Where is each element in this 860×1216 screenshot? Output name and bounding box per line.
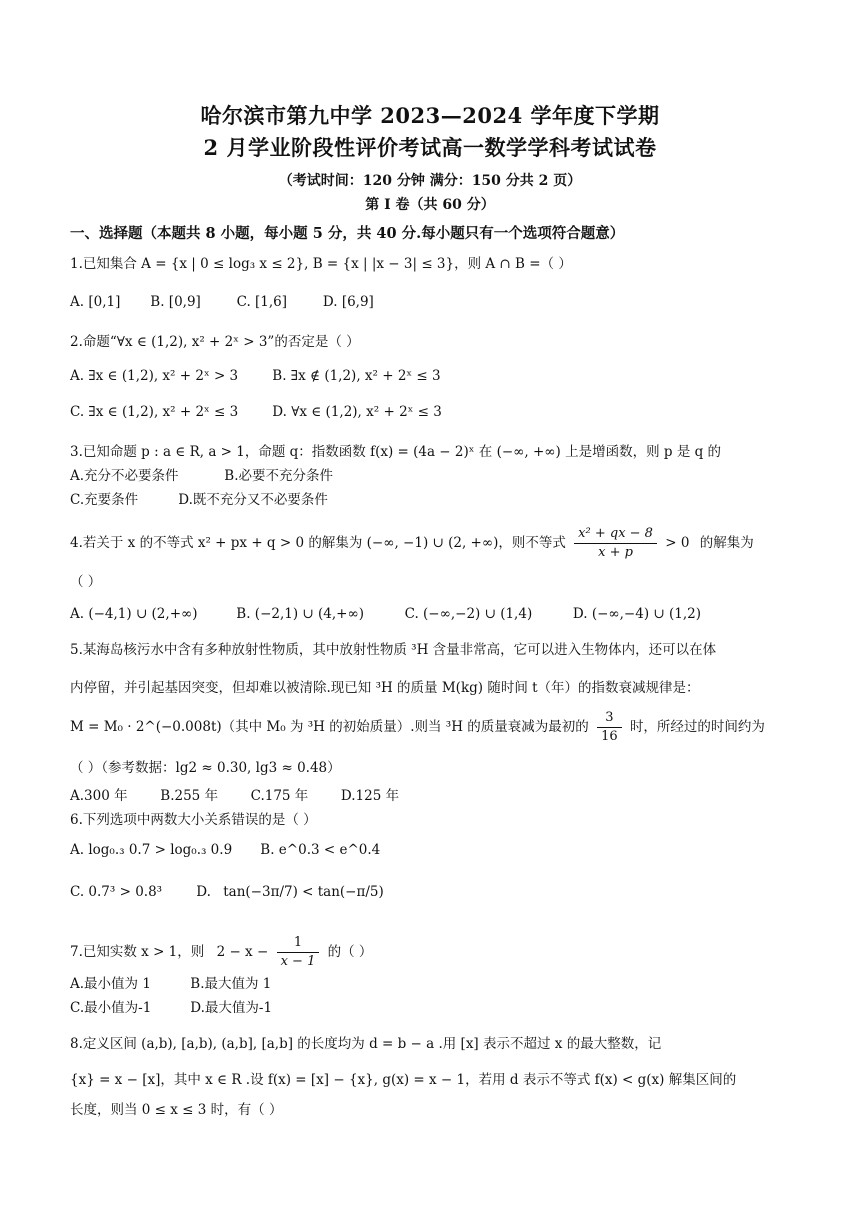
q4-options: [70, 604, 790, 624]
q7-options-row1: [70, 974, 790, 994]
q7-expression: 2 − x −: [216, 944, 269, 960]
q7-fraction: [277, 934, 320, 971]
q5-option-d: D.125 年: [340, 788, 400, 804]
exam-title-line1: 哈尔滨市第九中学 2023—2024 学年度下学期: [200, 103, 660, 128]
q3-options-row1: [70, 466, 790, 486]
q4-fraction-denominator: x + p: [598, 545, 633, 560]
q4-inequality-sign: > 0: [665, 535, 690, 551]
q5-option-a: A.300 年: [70, 788, 128, 804]
q6-option-a: A. log₀.₃ 0.7 > log₀.₃ 0.9: [70, 842, 233, 858]
q3-option-a: A.充分不必要条件: [70, 468, 179, 484]
q7-option-d: D.最大值为-1: [190, 1000, 273, 1016]
part-heading: 第 I 卷（共 60 分）: [365, 197, 495, 213]
q7-fraction-numerator: 1: [277, 934, 320, 953]
q3-option-b: B.必要不充分条件: [224, 468, 334, 484]
q2-option-b: B. ∃x ∉ (1,2), x² + 2ˣ ≤ 3: [272, 368, 441, 384]
q8-line3: 长度，则当 0 ≤ x ≤ 3 时，有（ ）: [70, 1102, 283, 1118]
q4-option-b: B. (−2,1) ∪ (4,+∞): [236, 606, 364, 622]
q4-stem-text: 4.若关于 x 的不等式 x² + px + q > 0 的解集为 (−∞, −1) ∪ (2, +∞)，则不等式: [70, 535, 566, 551]
q7-option-c: C.最小值为-1: [70, 1000, 152, 1016]
q5-options: [70, 786, 790, 806]
q7-stem-tail: 的（ ）: [327, 944, 373, 960]
q3-option-c: C.充要条件: [70, 492, 139, 508]
q3-stem: 3.已知命题 p : a ∈ R, a > 1，命题 q：指数函数 f(x) = (4a − 2)ˣ 在 (−∞, +∞) 上是增函数，则 p 是 q 的: [70, 444, 722, 460]
q4-stem-tail: 的解集为: [699, 535, 754, 551]
q7-option-b: B.最大值为 1: [190, 976, 272, 992]
q7-fraction-denominator: x − 1: [280, 954, 316, 969]
q5-fraction: [597, 709, 622, 746]
q6-option-d: tan(−3π/7) < tan(−π/5): [223, 884, 384, 900]
q3-option-d: D.既不充分又不必要条件: [178, 492, 328, 508]
q6-option-c: C. 0.7³ > 0.8³: [70, 884, 163, 900]
q6-option-d-label: D.: [196, 884, 211, 900]
q6-options-row1: [70, 840, 790, 860]
q1-options: [70, 292, 790, 312]
q4-option-d: D. (−∞,−4) ∪ (1,2): [572, 606, 701, 622]
q8-line1: 8.定义区间 (a,b), [a,b), (a,b], [a,b] 的长度均为 d = b − a .用 [x] 表示不超过 x 的最大整数，记: [70, 1036, 662, 1052]
q5-line2: 内停留，并引起基因突变，但却难以被清除.现已知 ³H 的质量 M(kg) 随时间 t（年）的指数衰减规律是：: [70, 680, 700, 696]
q2-options-row2: [70, 402, 790, 422]
q5-option-b: B.255 年: [160, 788, 219, 804]
q2-option-a: A. ∃x ∈ (1,2), x² + 2ˣ > 3: [70, 368, 239, 384]
q1-option-c: C. [1,6]: [236, 294, 288, 310]
q4-fraction: [574, 525, 657, 562]
q2-option-d: D. ∀x ∈ (1,2), x² + 2ˣ ≤ 3: [272, 404, 442, 420]
q5-line3-text: M = M₀ · 2^(−0.008t)（其中 M₀ 为 ³H 的初始质量）.则当 ³H 的质量衰减为最初的: [70, 719, 589, 735]
q5-line1: 5.某海岛核污水中含有多种放射性物质，其中放射性物质 ³H 含量非常高，它可以进入生物体内，还可以在体: [70, 642, 717, 658]
section-heading: 一、选择题（本题共 8 小题，每小题 5 分，共 40 分.每小题只有一个选项符合题意）: [70, 225, 625, 242]
q5-line3-tail: 时，所经过的时间约为: [629, 719, 765, 735]
q6-option-b: B. e^0.3 < e^0.4: [260, 842, 381, 858]
q3-options-row2: [70, 490, 790, 510]
q4-option-a: A. (−4,1) ∪ (2,+∞): [70, 606, 198, 622]
q5-fraction-denominator: 16: [601, 729, 618, 744]
exam-title-line2: 2 月学业阶段性评价考试高一数学学科考试试卷: [203, 135, 657, 160]
q2-options-row1: [70, 366, 790, 386]
q1-stem: 1.已知集合 A = {x | 0 ≤ log₃ x ≤ 2}, B = {x | |x − 3| ≤ 3}，则 A ∩ B =（ ）: [70, 256, 572, 272]
q1-option-b: B. [0,9]: [150, 294, 201, 310]
q5-line4: （ ）（参考数据：lg2 ≈ 0.30, lg3 ≈ 0.48）: [70, 760, 341, 776]
q4-option-c: C. (−∞,−2) ∪ (1,4): [404, 606, 533, 622]
q8-line2: {x} = x − [x]，其中 x ∈ R .设 f(x) = [x] − {x}, g(x) = x − 1，若用 d 表示不等式 f(x) < g(x) 解集区间的: [70, 1072, 737, 1088]
q6-options-row2: [70, 872, 790, 912]
q4-fraction-numerator: x² + qx − 8: [574, 525, 657, 544]
q5-fraction-numerator: 3: [597, 709, 622, 728]
q1-option-a: A. [0,1]: [70, 294, 121, 310]
q1-option-d: D. [6,9]: [322, 294, 374, 310]
q4-stem: [70, 520, 790, 566]
q7-stem: [70, 930, 790, 974]
q5-line3: [70, 704, 790, 750]
q4-paren: （ ）: [70, 574, 102, 590]
q7-options-row2: [70, 998, 790, 1018]
q5-option-c: C.175 年: [250, 788, 309, 804]
q7-option-a: A.最小值为 1: [70, 976, 151, 992]
q7-stem-text: 7.已知实数 x > 1，则: [70, 944, 205, 960]
exam-subtitle: （考试时间：120 分钟 满分：150 分共 2 页）: [278, 173, 582, 189]
q6-stem: 6.下列选项中两数大小关系错误的是（ ）: [70, 812, 317, 828]
q2-stem: 2.命题“∀x ∈ (1,2), x² + 2ˣ > 3”的否定是（ ）: [70, 334, 360, 350]
q2-option-c: C. ∃x ∈ (1,2), x² + 2ˣ ≤ 3: [70, 404, 239, 420]
